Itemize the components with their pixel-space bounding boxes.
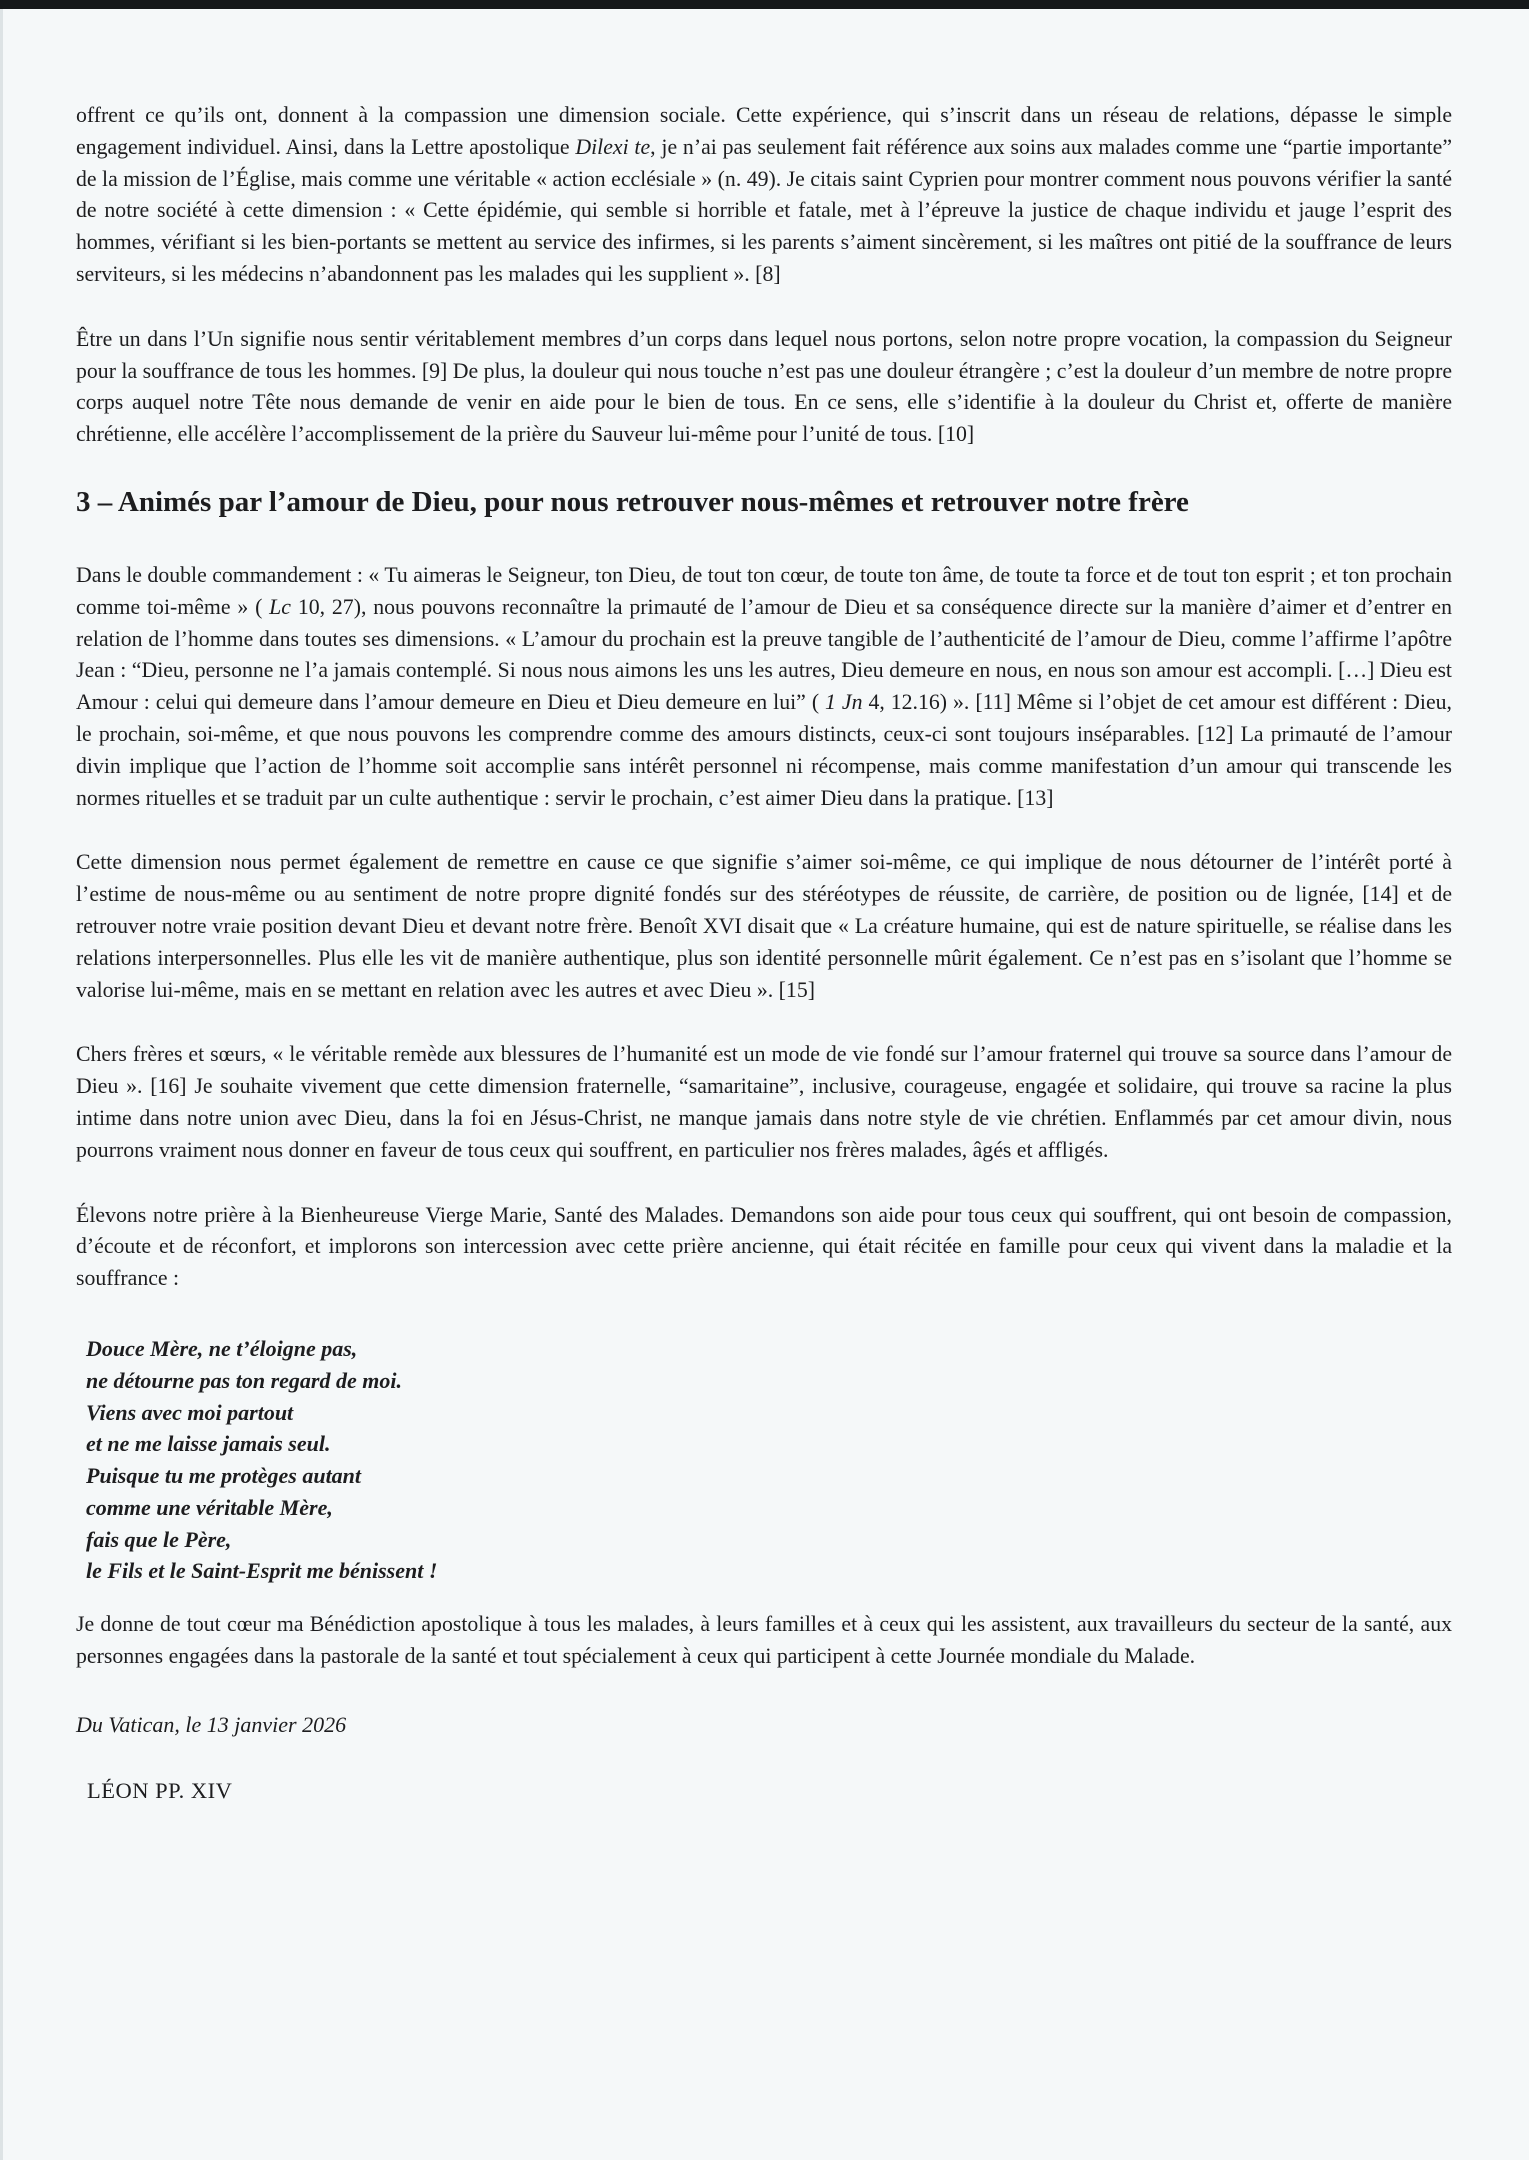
papal-signature: LÉON PP. XIV <box>87 1777 233 1803</box>
prayer-line-1: Douce Mère, ne t’éloigne pas, <box>86 1335 358 1361</box>
scan-artifact-top-bar <box>0 0 1529 9</box>
prayer-line-3: Viens avec moi partout <box>86 1399 294 1425</box>
prayer-line-8: le Fils et le Saint-Esprit me bénissent ! <box>86 1558 438 1584</box>
paragraph-3-text-a: Dans le double commandement : « Tu aimeras le Seigneur, ton Dieu, de tout ton cœur, de toute ton âme, de toute ta force et de tout ton esprit ; et ton prochain comme toi-même » ( <box>76 562 1452 619</box>
prayer-block <box>86 1333 1452 1587</box>
prayer-line-5: Puisque tu me protèges autant <box>86 1463 362 1489</box>
paragraph-1-text-b: , je n’ai pas seulement fait référence aux soins aux malades comme une “partie importante” de la mission de l’Église, mais comme une véritable « action ecclésiale » (n. 49). Je citais saint Cyprien pour montrer comment nous pouvons vérifier la santé de notre société à cette dimension : « Cette épidémie, qui semble si horrible et fatale, met à l’épreuve la justice de chaque individu et jauge l’esprit des hommes, vérifiant si les bien-portants se mettent au service des infirmes, si les parents s’aiment sincèrement, si les maîtres ont pitié de la souffrance de leurs serviteurs, si les médecins n’abandonnent pas les malades qui les supplient ». [8] <box>76 134 1452 286</box>
prayer-line-4: et ne me laisse jamais seul. <box>86 1431 331 1457</box>
paragraph-5: Chers frères et sœurs, « le véritable remède aux blessures de l’humanité est un mode de vie fondé sur l’amour fraternel qui trouve sa source dans l’amour de Dieu ». [16] Je souhaite vivement que cette dimension fraternelle, “samaritaine”, inclusive, courageuse, engagée et solidaire, qui trouve sa racine la plus intime dans notre union avec Dieu, dans la foi en Jésus-Christ, ne manque jamais dans notre style de vie chrétien. Enflammés par cet amour divin, nous pourrons vraiment nous donner en faveur de tous ceux qui souffrent, en particulier nos frères malades, âgés et affligés. <box>76 1042 1452 1162</box>
scan-artifact-left-edge <box>0 9 3 2160</box>
prayer-line-7: fais que le Père, <box>86 1526 232 1552</box>
paragraph-1-text-a: offrent ce qu’ils ont, donnent à la compassion une dimension sociale. Cette expérience, qui s’inscrit dans un réseau de relations, dépasse le simple engagement individuel. Ainsi, dans la Lettre apostolique <box>76 103 1452 159</box>
paragraph-3-text-b: 10, 27), nous pouvons reconnaître la primauté de l’amour de Dieu et sa conséquence directe sur la manière d’aimer et d’entrer en relation de l’homme dans toutes ses dimensions. « L’amour du prochain est la preuve tangible de l’authenticité de l’amour de Dieu, comme l’affirme l’apôtre Jean : “Dieu, personne ne l’a jamais contemplé. Si nous nous aimons les uns les autres, Dieu demeure en nous, en nous son amour est accompli. […] Dieu est Amour : celui qui demeure dans l’amour demeure en Dieu et Dieu demeure en lui” ( <box>76 594 1452 715</box>
paragraph-2: Être un dans l’Un signifie nous sentir véritablement membres d’un corps dans lequel nous portons, selon notre propre vocation, la compassion du Seigneur pour la souffrance de tous les hommes. [9] De plus, la douleur qui nous touche n’est pas une douleur étrangère ; c’est la douleur d’un membre de notre propre corps auquel notre Tête nous demande de venir en aide pour le bien de tous. En ce sens, elle s’identifie à la douleur du Christ et, offerte de manière chrétienne, elle accélère l’accomplissement de la prière du Sauveur lui-même pour l’unité de tous. [10] <box>76 326 1453 447</box>
paragraph-7: Je donne de tout cœur ma Bénédiction apostolique à tous les malades, à leurs familles et à ceux qui les assistent, aux travailleurs du secteur de la santé, aux personnes engagées dans la pastorale de la santé et tout spécialement à ceux qui participent à cette Journée mondiale du Malade. <box>76 1612 1452 1669</box>
paragraph-3 <box>76 560 1452 814</box>
paragraph-1 <box>76 100 1452 291</box>
scripture-ref-1jn: 1 Jn <box>825 690 863 715</box>
section-heading-3: 3 – Animés par l’amour de Dieu, pour nous retrouver nous-mêmes et retrouver notre frère <box>76 485 1189 518</box>
scripture-ref-lc: Lc <box>269 594 291 619</box>
work-title-dilexi-te: Dilexi te <box>575 134 651 159</box>
paragraph-6: Élevons notre prière à la Bienheureuse Vierge Marie, Santé des Malades. Demandons son aide pour tous ceux qui souffrent, qui ont besoin de compassion, d’écoute et de réconfort, et implorons son intercession avec cette prière ancienne, qui était récitée en famille pour ceux qui vivent dans la maladie et la souffrance : <box>76 1202 1452 1291</box>
prayer-line-2: ne détourne pas ton regard de moi. <box>86 1367 402 1393</box>
paragraph-3-text-c: 4, 12.16) ». [11] Même si l’objet de cet amour est différent : Dieu, le prochain, soi-même, et que nous pouvons les comprendre comme des amours distincts, ceux-ci sont toujours inséparables. [12] La primauté de l’amour divin implique que l’action de l’homme soit accomplie sans intérêt personnel ni récompense, mais comme manifestation d’un amour qui transcende les normes rituelles et se traduit par un culte authentique : servir le prochain, c’est aimer Dieu dans la pratique. [13] <box>76 690 1452 810</box>
document-page-body <box>76 100 1452 1806</box>
dateline: Du Vatican, le 13 janvier 2026 <box>76 1711 347 1737</box>
prayer-line-6: comme une véritable Mère, <box>86 1494 333 1520</box>
paragraph-4: Cette dimension nous permet également de remettre en cause ce que signifie s’aimer soi-même, ce qui implique de nous détourner de l’intérêt porté à l’estime de nous-même ou au sentiment de notre propre dignité fondés sur des stéréotypes de réussite, de carrière, de position ou de lignée, [14] et de retrouver notre vraie position devant Dieu et devant notre frère. Benoît XVI disait que « La créature humaine, qui est de nature spirituelle, se réalise dans les relations interpersonnelles. Plus elle les vit de manière authentique, plus son identité personnelle mûrit également. Ce n’est pas en s’isolant que l’homme se valorise lui-même, mais en se mettant en relation avec les autres et avec Dieu ». [15] <box>76 850 1452 1002</box>
